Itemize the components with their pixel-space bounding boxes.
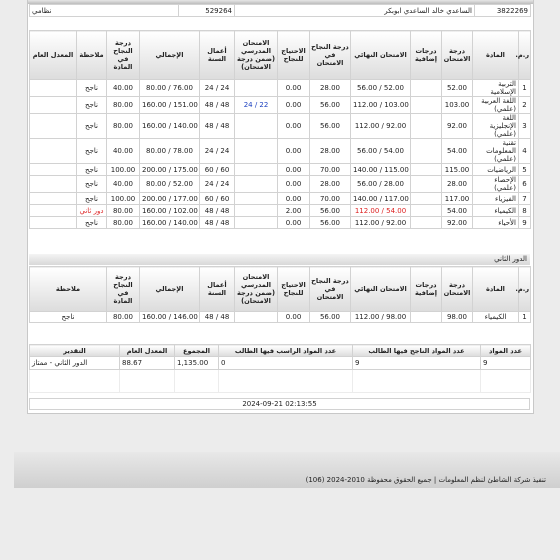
cell-extra bbox=[411, 80, 442, 97]
cell-total: 160.00 / 140.00 bbox=[140, 114, 200, 139]
summary-failed: 0 bbox=[219, 357, 353, 370]
cell-pass-subject: 80.00 bbox=[107, 97, 140, 114]
cell-school bbox=[235, 176, 278, 193]
cell-extra bbox=[411, 193, 442, 205]
col-pass-subject-header: درجة النجاح في المادة bbox=[107, 31, 140, 80]
col-exam-header: درجة الامتحان bbox=[442, 31, 473, 80]
cell-school bbox=[235, 217, 278, 229]
summary-failed-header: عدد المواد الراسب فيها الطالب bbox=[219, 345, 353, 357]
cell-school bbox=[235, 312, 278, 323]
cell-index: 5 bbox=[519, 164, 531, 176]
cell-final: 56.00 / 28.00 bbox=[351, 176, 411, 193]
col-subject-header: المادة bbox=[473, 267, 519, 312]
cell-final: 56.00 / 52.00 bbox=[351, 80, 411, 97]
cell-school bbox=[235, 139, 278, 164]
cell-pass-subject: 80.00 bbox=[107, 114, 140, 139]
table-row bbox=[30, 80, 531, 97]
summary-average: 88.67 bbox=[120, 357, 175, 370]
cell-need: 0.00 bbox=[278, 80, 310, 97]
cell-year: 24 / 24 bbox=[200, 139, 235, 164]
summary-grade: الدور الثاني - ممتاز bbox=[30, 357, 120, 370]
cell-pass-exam: 28.00 bbox=[310, 176, 351, 193]
cell-subject: الرياضيات bbox=[473, 164, 519, 176]
cell-final: 112.00 / 92.00 bbox=[351, 217, 411, 229]
cell-total: 80.00 / 78.00 bbox=[140, 139, 200, 164]
cell-note: ناجح bbox=[77, 97, 107, 114]
cell-extra bbox=[411, 176, 442, 193]
summary-average-header: المعدل العام bbox=[120, 345, 175, 357]
cell-need: 2.00 bbox=[278, 205, 310, 217]
cell-school bbox=[235, 80, 278, 97]
cell-year: 48 / 48 bbox=[200, 205, 235, 217]
col-need-header: الاحتياج للنجاح bbox=[278, 31, 310, 80]
col-need-header: الاحتياج للنجاح bbox=[278, 267, 310, 312]
cell-exam: 117.00 bbox=[442, 193, 473, 205]
cell-pass-subject: 40.00 bbox=[107, 176, 140, 193]
cell-subject: التربية الإسلامية bbox=[473, 80, 519, 97]
col-subject-header: المادة bbox=[473, 31, 519, 80]
cell-average bbox=[30, 139, 77, 164]
cell-year: 24 / 24 bbox=[200, 176, 235, 193]
cell-extra bbox=[411, 205, 442, 217]
cell-subject: الأحياء bbox=[473, 217, 519, 229]
cell-year: 48 / 48 bbox=[200, 114, 235, 139]
cell-exam: 92.00 bbox=[442, 114, 473, 139]
summary-subjects-header: عدد المواد bbox=[481, 345, 531, 357]
cell-year: 48 / 48 bbox=[200, 97, 235, 114]
cell-average bbox=[30, 164, 77, 176]
second-round-table bbox=[29, 266, 531, 323]
cell-pass-subject: 100.00 bbox=[107, 193, 140, 205]
second-round-header bbox=[30, 267, 531, 312]
cell-average bbox=[30, 114, 77, 139]
cell-exam: 54.00 bbox=[442, 139, 473, 164]
cell-pass-exam: 56.00 bbox=[310, 312, 351, 323]
cell-need: 0.00 bbox=[278, 97, 310, 114]
cell-need: 0.00 bbox=[278, 217, 310, 229]
summary-subjects: 9 bbox=[481, 357, 531, 370]
cell-year: 24 / 24 bbox=[200, 80, 235, 97]
col-final-header: الامتحان النهائي bbox=[351, 31, 411, 80]
cell-note: ناجح bbox=[77, 139, 107, 164]
cell-index: 1 bbox=[519, 80, 531, 97]
cell-extra bbox=[411, 164, 442, 176]
col-pass-subject-header: درجة النجاح في المادة bbox=[107, 267, 140, 312]
cell-final: 112.00 / 103.00 bbox=[351, 97, 411, 114]
student-number: 3822269 bbox=[475, 5, 531, 17]
col-school-header: الامتحان المدرسي (ضمن درجة الامتحان) bbox=[235, 31, 278, 80]
col-extra-header: درجات إضافية bbox=[411, 31, 442, 80]
cell-pass-subject: 80.00 bbox=[107, 205, 140, 217]
cell-extra bbox=[411, 139, 442, 164]
cell-pass-exam: 56.00 bbox=[310, 97, 351, 114]
cell-pass-exam: 70.00 bbox=[310, 193, 351, 205]
cell-extra bbox=[411, 114, 442, 139]
cell-need: 0.00 bbox=[278, 114, 310, 139]
cell-final: 112.00 / 54.00 bbox=[351, 205, 411, 217]
cell-total: 160.00 / 146.00 bbox=[140, 312, 200, 323]
cell-average bbox=[30, 217, 77, 229]
summary-table bbox=[29, 344, 531, 393]
cell-average bbox=[30, 80, 77, 97]
cell-pass-exam: 56.00 bbox=[310, 217, 351, 229]
cell-subject: الإحصاء (علمي) bbox=[473, 176, 519, 193]
table-row bbox=[30, 217, 531, 229]
first-round-table bbox=[29, 30, 531, 229]
table-row bbox=[30, 97, 531, 114]
cell-pass-subject: 80.00 bbox=[107, 312, 140, 323]
cell-total: 160.00 / 102.00 bbox=[140, 205, 200, 217]
cell-extra bbox=[411, 97, 442, 114]
cell-extra bbox=[411, 312, 442, 323]
col-year-header: أعمال السنة bbox=[200, 31, 235, 80]
cell-extra bbox=[411, 217, 442, 229]
cell-final: 112.00 / 98.00 bbox=[351, 312, 411, 323]
cell-pass-exam: 28.00 bbox=[310, 139, 351, 164]
col-index-header: ر.م. bbox=[519, 31, 531, 80]
cell-exam: 98.00 bbox=[442, 312, 473, 323]
col-final-header: الامتحان النهائي bbox=[351, 267, 411, 312]
cell-index: 7 bbox=[519, 193, 531, 205]
table-row bbox=[30, 193, 531, 205]
cell-note: ناجح bbox=[30, 312, 107, 323]
summary-spacer bbox=[30, 370, 531, 393]
cell-index: 2 bbox=[519, 97, 531, 114]
cell-total: 80.00 / 76.00 bbox=[140, 80, 200, 97]
cell-need: 0.00 bbox=[278, 176, 310, 193]
cell-pass-subject: 40.00 bbox=[107, 139, 140, 164]
cell-index: 8 bbox=[519, 205, 531, 217]
cell-pass-exam: 70.00 bbox=[310, 164, 351, 176]
cell-average bbox=[30, 176, 77, 193]
cell-subject: الكيمياء bbox=[473, 205, 519, 217]
cell-subject: تقنية المعلومات (علمي) bbox=[473, 139, 519, 164]
cell-subject: الكيمياء bbox=[473, 312, 519, 323]
col-school-header: الامتحان المدرسي (ضمن درجة الامتحان) bbox=[235, 267, 278, 312]
cell-total: 200.00 / 177.00 bbox=[140, 193, 200, 205]
results-panel bbox=[27, 0, 534, 414]
cell-school: 24 / 22 bbox=[235, 97, 278, 114]
col-average-header: المعدل العام bbox=[30, 31, 77, 80]
table-row bbox=[30, 312, 531, 323]
cell-year: 48 / 48 bbox=[200, 217, 235, 229]
col-exam-header: درجة الامتحان bbox=[442, 267, 473, 312]
table-row bbox=[30, 164, 531, 176]
cell-index: 3 bbox=[519, 114, 531, 139]
student-info-table bbox=[29, 4, 531, 17]
cell-index: 9 bbox=[519, 217, 531, 229]
col-pass-exam-header: درجة النجاح في الامتحان bbox=[310, 31, 351, 80]
cell-exam: 52.00 bbox=[442, 80, 473, 97]
summary-passed-header: عدد المواد الناجح فيها الطالب bbox=[353, 345, 481, 357]
cell-total: 160.00 / 140.00 bbox=[140, 217, 200, 229]
summary-header bbox=[30, 345, 531, 357]
cell-note: ناجح bbox=[77, 164, 107, 176]
cell-subject: الفيزياء bbox=[473, 193, 519, 205]
cell-pass-exam: 56.00 bbox=[310, 114, 351, 139]
cell-total: 200.00 / 175.00 bbox=[140, 164, 200, 176]
col-note-header: ملاحظة bbox=[77, 31, 107, 80]
col-note-header: ملاحظة bbox=[30, 267, 107, 312]
cell-note: ناجح bbox=[77, 217, 107, 229]
cell-school bbox=[235, 114, 278, 139]
cell-average bbox=[30, 193, 77, 205]
cell-school bbox=[235, 164, 278, 176]
summary-total-header: المجموع bbox=[175, 345, 219, 357]
col-total-header: الإجمالي bbox=[140, 267, 200, 312]
cell-exam: 103.00 bbox=[442, 97, 473, 114]
timestamp: 2024-09-21 02:13:55 bbox=[29, 398, 530, 410]
summary-row bbox=[30, 357, 531, 370]
cell-pass-subject: 80.00 bbox=[107, 217, 140, 229]
cell-year: 60 / 60 bbox=[200, 164, 235, 176]
cell-need: 0.00 bbox=[278, 312, 310, 323]
cell-total: 160.00 / 151.00 bbox=[140, 97, 200, 114]
cell-average bbox=[30, 97, 77, 114]
col-year-header: أعمال السنة bbox=[200, 267, 235, 312]
cell-final: 112.00 / 92.00 bbox=[351, 114, 411, 139]
cell-year: 60 / 60 bbox=[200, 193, 235, 205]
cell-pass-exam: 56.00 bbox=[310, 205, 351, 217]
cell-total: 80.00 / 52.00 bbox=[140, 176, 200, 193]
cell-school bbox=[235, 205, 278, 217]
cell-final: 140.00 / 117.00 bbox=[351, 193, 411, 205]
cell-exam: 54.00 bbox=[442, 205, 473, 217]
cell-final: 56.00 / 54.00 bbox=[351, 139, 411, 164]
col-extra-header: درجات إضافية bbox=[411, 267, 442, 312]
summary-grade-header: التقدير bbox=[30, 345, 120, 357]
cell-pass-subject: 100.00 bbox=[107, 164, 140, 176]
cell-need: 0.00 bbox=[278, 139, 310, 164]
cell-need: 0.00 bbox=[278, 164, 310, 176]
cell-exam: 28.00 bbox=[442, 176, 473, 193]
table-row bbox=[30, 205, 531, 217]
cell-final: 140.00 / 115.00 bbox=[351, 164, 411, 176]
cell-year: 48 / 48 bbox=[200, 312, 235, 323]
second-round-title: الدور الثاني bbox=[29, 254, 530, 265]
cell-note: دور ثاني bbox=[77, 205, 107, 217]
cell-average bbox=[30, 205, 77, 217]
table-row bbox=[30, 114, 531, 139]
cell-pass-exam: 28.00 bbox=[310, 80, 351, 97]
cell-subject: اللغة الإنجليزية (علمي) bbox=[473, 114, 519, 139]
cell-subject: اللغة العربية (علمي) bbox=[473, 97, 519, 114]
col-total-header: الإجمالي bbox=[140, 31, 200, 80]
cell-index: 6 bbox=[519, 176, 531, 193]
cell-index: 1 bbox=[519, 312, 531, 323]
col-index-header: ر.م. bbox=[519, 267, 531, 312]
cell-need: 0.00 bbox=[278, 193, 310, 205]
cell-pass-subject: 40.00 bbox=[107, 80, 140, 97]
table-row bbox=[30, 176, 531, 193]
summary-passed: 9 bbox=[353, 357, 481, 370]
cell-index: 4 bbox=[519, 139, 531, 164]
col-pass-exam-header: درجة النجاح في الامتحان bbox=[310, 267, 351, 312]
cell-note: ناجح bbox=[77, 80, 107, 97]
summary-total: 1,135.00 bbox=[175, 357, 219, 370]
student-name: الساعدي خالد الساعدي ابوبكر bbox=[235, 5, 475, 17]
cell-exam: 92.00 bbox=[442, 217, 473, 229]
cell-note: ناجح bbox=[77, 114, 107, 139]
cell-school bbox=[235, 193, 278, 205]
footer-text: تنفيذ شركة الشاطئ لنظم المعلومات | جميع الحقوق محفوظة 2010-2024 (106) bbox=[305, 476, 546, 484]
cell-exam: 115.00 bbox=[442, 164, 473, 176]
student-type: نظامي bbox=[30, 5, 179, 17]
cell-note: ناجح bbox=[77, 193, 107, 205]
first-round-header bbox=[30, 31, 531, 80]
table-row bbox=[30, 139, 531, 164]
cell-note: ناجح bbox=[77, 176, 107, 193]
student-id: 529264 bbox=[179, 5, 235, 17]
